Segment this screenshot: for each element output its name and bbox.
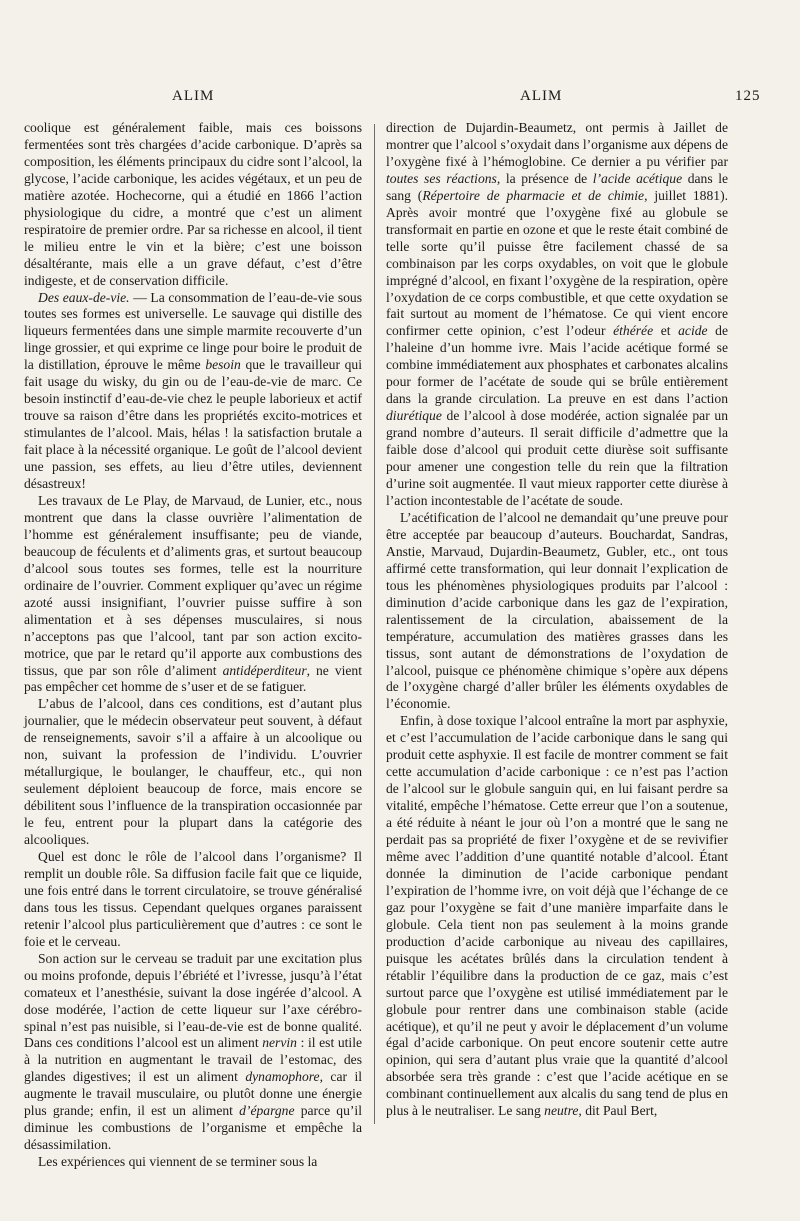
- paragraph: Enfin, à dose toxique l’alcool entraîne la mort par asphyxie, et c’est l’accumulation de l’acide carbonique dans le sang qui produit cette asphyxie. Il est facile de montrer comment se fait cette accumulation d’acide carbonique : ce n’est pas l’action de l’alcool sur le globule sanguin qui, en lui faisant perdre sa vitalité, empêche l’hématose. Cette erreur que l’on a soutenue, a été réduite à néant le jour où l’on a montré que le sang ne perdait pas sa propriété de fixer l’oxygène et de se revivifier même avec l’addition d’une quantité notable d’alcool. Étant donnée la diminution de l’acide carbonique pendant l’expiration de l’homme ivre, on voit déjà que l’échange de ce gaz pour l’oxygène se fait d’une manière imparfaite dans le globule. Cela tient non pas seulement à la moins grande production d’acide carbonique au niveau des capillaires, puisque les acétates brûlés dans la circulation tendent à rétablir l’équilibre dans la production de ce gaz, mais c’est surtout parce que l’oxygène est utilisé immédiatement par le globule pour rentrer dans une combinaison stable (acide acétique), et qu’il ne peut y avoir le déplacement d’un volume égal d’acide carbonique. On peut encore soutenir cette autre opinion, qui sera d’autant plus vraie que la quantité d’alcool absorbée sera très grande : c’est que l’acide acétique en se combinant continuellement aux alcalis du sang tend de plus en plus à le neutraliser. Le sang neutre, dit Paul Bert,: [386, 713, 728, 1119]
- paragraph: Les travaux de Le Play, de Marvaud, de Lunier, etc., nous montrent que dans la classe ouvrière l’alimentation de l’homme est généralement insuffisante; peu de viande, beaucoup de féculents et d’aliments gras, et surtout beaucoup d’alcool sous toutes ses formes, telle est la nourriture ordinaire de l’ouvrier. Comment expliquer qu’avec un régime azoté aussi insignifiant, l’ouvrier puisse suffire à son alimentation et à ses dépenses musculaires, si nous n’acceptons pas que l’alcool, tant par son action excito-motrice, que par le retard qu’il apporte aux combustions des tissus, que par son rôle d’aliment antidéperditeur, ne vient pas empêcher cet homme de s’user et de se fatiguer.: [24, 492, 362, 695]
- paragraph: Son action sur le cerveau se traduit par une excitation plus ou moins profonde, depuis l’ébriété et l’ivresse, jusqu’à l’état comateux et l’anesthésie, suivant la dose ingérée d’alcool. A dose modérée, l’action de cette liqueur sur l’axe cérébro-spinal n’est pas nuisible, si l’eau-de-vie est de bonne qualité. Dans ces conditions l’alcool est un aliment nervin : il est utile à la nutrition en augmentant le travail de l’estomac, des glandes digestives; il est un aliment dynamophore, car il augmente le travail musculaire, ou plutôt donne une énergie plus grande; enfin, il est un aliment d’épargne parce qu’il diminue les combustions de l’organisme et empêche la désassimilation.: [24, 950, 363, 1153]
- paragraph: direction de Dujardin-Beaumetz, ont permis à Jaillet de montrer que l’alcool s’oxydait dans l’organisme aux dépens de l’oxygène fixé à l’hémoglobine. Ce dernier a pu vérifier par toutes ses réactions, la présence de l’acide acétique dans le sang (Répertoire de pharmacie et de chimie, juillet 1881). Après avoir montré que l’oxygène fixé au globule se transformait en partie en ozone et que le reste était combiné de telle sorte qu’il puisse être facilement chassé de sa combinaison par les corps oxydables, on voit que le globule imprégné d’alcool, en fixant l’oxygène de la respiration, opère l’oxydation de ce corps combustible, et que cette oxydation se fait surtout au moment de l’hématose. Ce qui vient encore confirmer cette opinion, c’est l’odeur éthérée et acide de l’haleine d’un homme ivre. Mais l’acide acétique formé se combine immédiatement aux phosphates et carbonates alcalins pour former de l’acétate de soude qui se brûle entièrement dans la grande circulation. La preuve en est dans l’action diurétique de l’alcool à dose modérée, action signalée par un grand nombre d’auteurs. Il serait difficile d’admettre que la faible dose d’alcool qui produit cette diurèse soit suffisante pour amener une congestion telle du rein que la filtration d’urine soit augmentée. Il vaut mieux rapporter cette diurèse à l’action incontestable de l’acétate de soude.: [386, 120, 729, 508]
- header-title-left: ALIM: [172, 88, 215, 104]
- paragraph: Des eaux-de-vie. — La consommation de l’eau-de-vie sous toutes ses formes est universelle. Le sauvage qui distille des liqueurs fermentées dans une simple marmite recouverte d’un linge grossier, et qui exprime ce linge pour boire le produit de la distillation, éprouve le même besoin que le travailleur qui fait usage du wisky, du gin ou de l’eau-de-vie de marc. Ce besoin instinctif d’eau-de-vie chez le peuple laborieux et actif trouve sa raison d’être dans les propriétés excito-motrices et stimulantes de l’alcool. Mais, hélas ! la satisfaction brutale a fait place à la nécessité organique. Le goût de l’alcool devient une passion, ses effets, au lieu d’être utiles, deviennent désastreux!: [24, 289, 362, 492]
- header-title-right: ALIM: [520, 88, 563, 104]
- paragraph: Quel est donc le rôle de l’alcool dans l’organisme? Il remplit un double rôle. Sa diffusion facile fait que ce liquide, une fois entré dans le torrent circulatoire, se trouve généralisé dans tous les tissus. Cependant quelques organes paraissent retenir l’alcool plus particulièrement que d’autres : ce sont le foie et le cerveau.: [24, 848, 362, 949]
- left-column: [24, 120, 362, 1171]
- paragraph: L’acétification de l’alcool ne demandait qu’une preuve pour être acceptée par beaucoup d’auteurs. Bouchardat, Sandras, Anstie, Marvaud, Dujardin-Beaumetz, Gubler, etc., ont tous affirmé cette transformation, qui leur donnait l’explication de tous les phénomènes physiologiques produits par l’alcool : diminution d’acide carbonique dans les gaz de l’expiration, ralentissement de la circulation, abaissement de la température, accumulation des matières grasses dans les tissus, sont autant de démonstrations de l’oxydation de l’alcool, puisque ce phénomène chimique s’opère aux dépens de l’oxygène chargé d’aller brûler les éléments oxydables de l’économie.: [386, 509, 728, 712]
- paragraph: Les expériences qui viennent de se terminer sous la: [38, 1154, 318, 1170]
- right-column: [386, 120, 728, 1120]
- column-divider: [374, 124, 375, 1124]
- paragraph: L’abus de l’alcool, dans ces conditions, est d’autant plus journalier, que le médecin observateur peut souvent, à défaut de renseignements, savoir s’il a affaire à un alcoolique ou non, suivant la profession de l’individu. L’ouvrier métallurgique, le boulanger, le chauffeur, etc., qui non seulement déploient beaucoup de force, mais encore se débilitent sous l’influence de la transpiration occasionnée par le feu, entrent pour la plupart dans la catégorie des alcooliques.: [24, 696, 362, 848]
- paragraph: coolique est généralement faible, mais ces boissons fermentées sont très chargées d’acide carbonique. D’après sa composition, les éléments principaux du cidre sont l’alcool, la glycose, l’acide carbonique, les acides végétaux, et un peu de matière azotée. Hochecorne, qui a étudié en 1866 l’action physiologique du cidre, a montré que c’est un aliment respiratoire de premier ordre. Par sa richesse en alcool, il tient le milieu entre le vin et la bière; c’est une boisson désaltérante, mais elle a un grave défaut, c’est d’être indigeste, et de conservation difficile.: [24, 120, 362, 288]
- running-header: [0, 88, 800, 108]
- section-lead: Des eaux-de-vie.: [38, 289, 130, 305]
- page-number: 125: [735, 88, 761, 104]
